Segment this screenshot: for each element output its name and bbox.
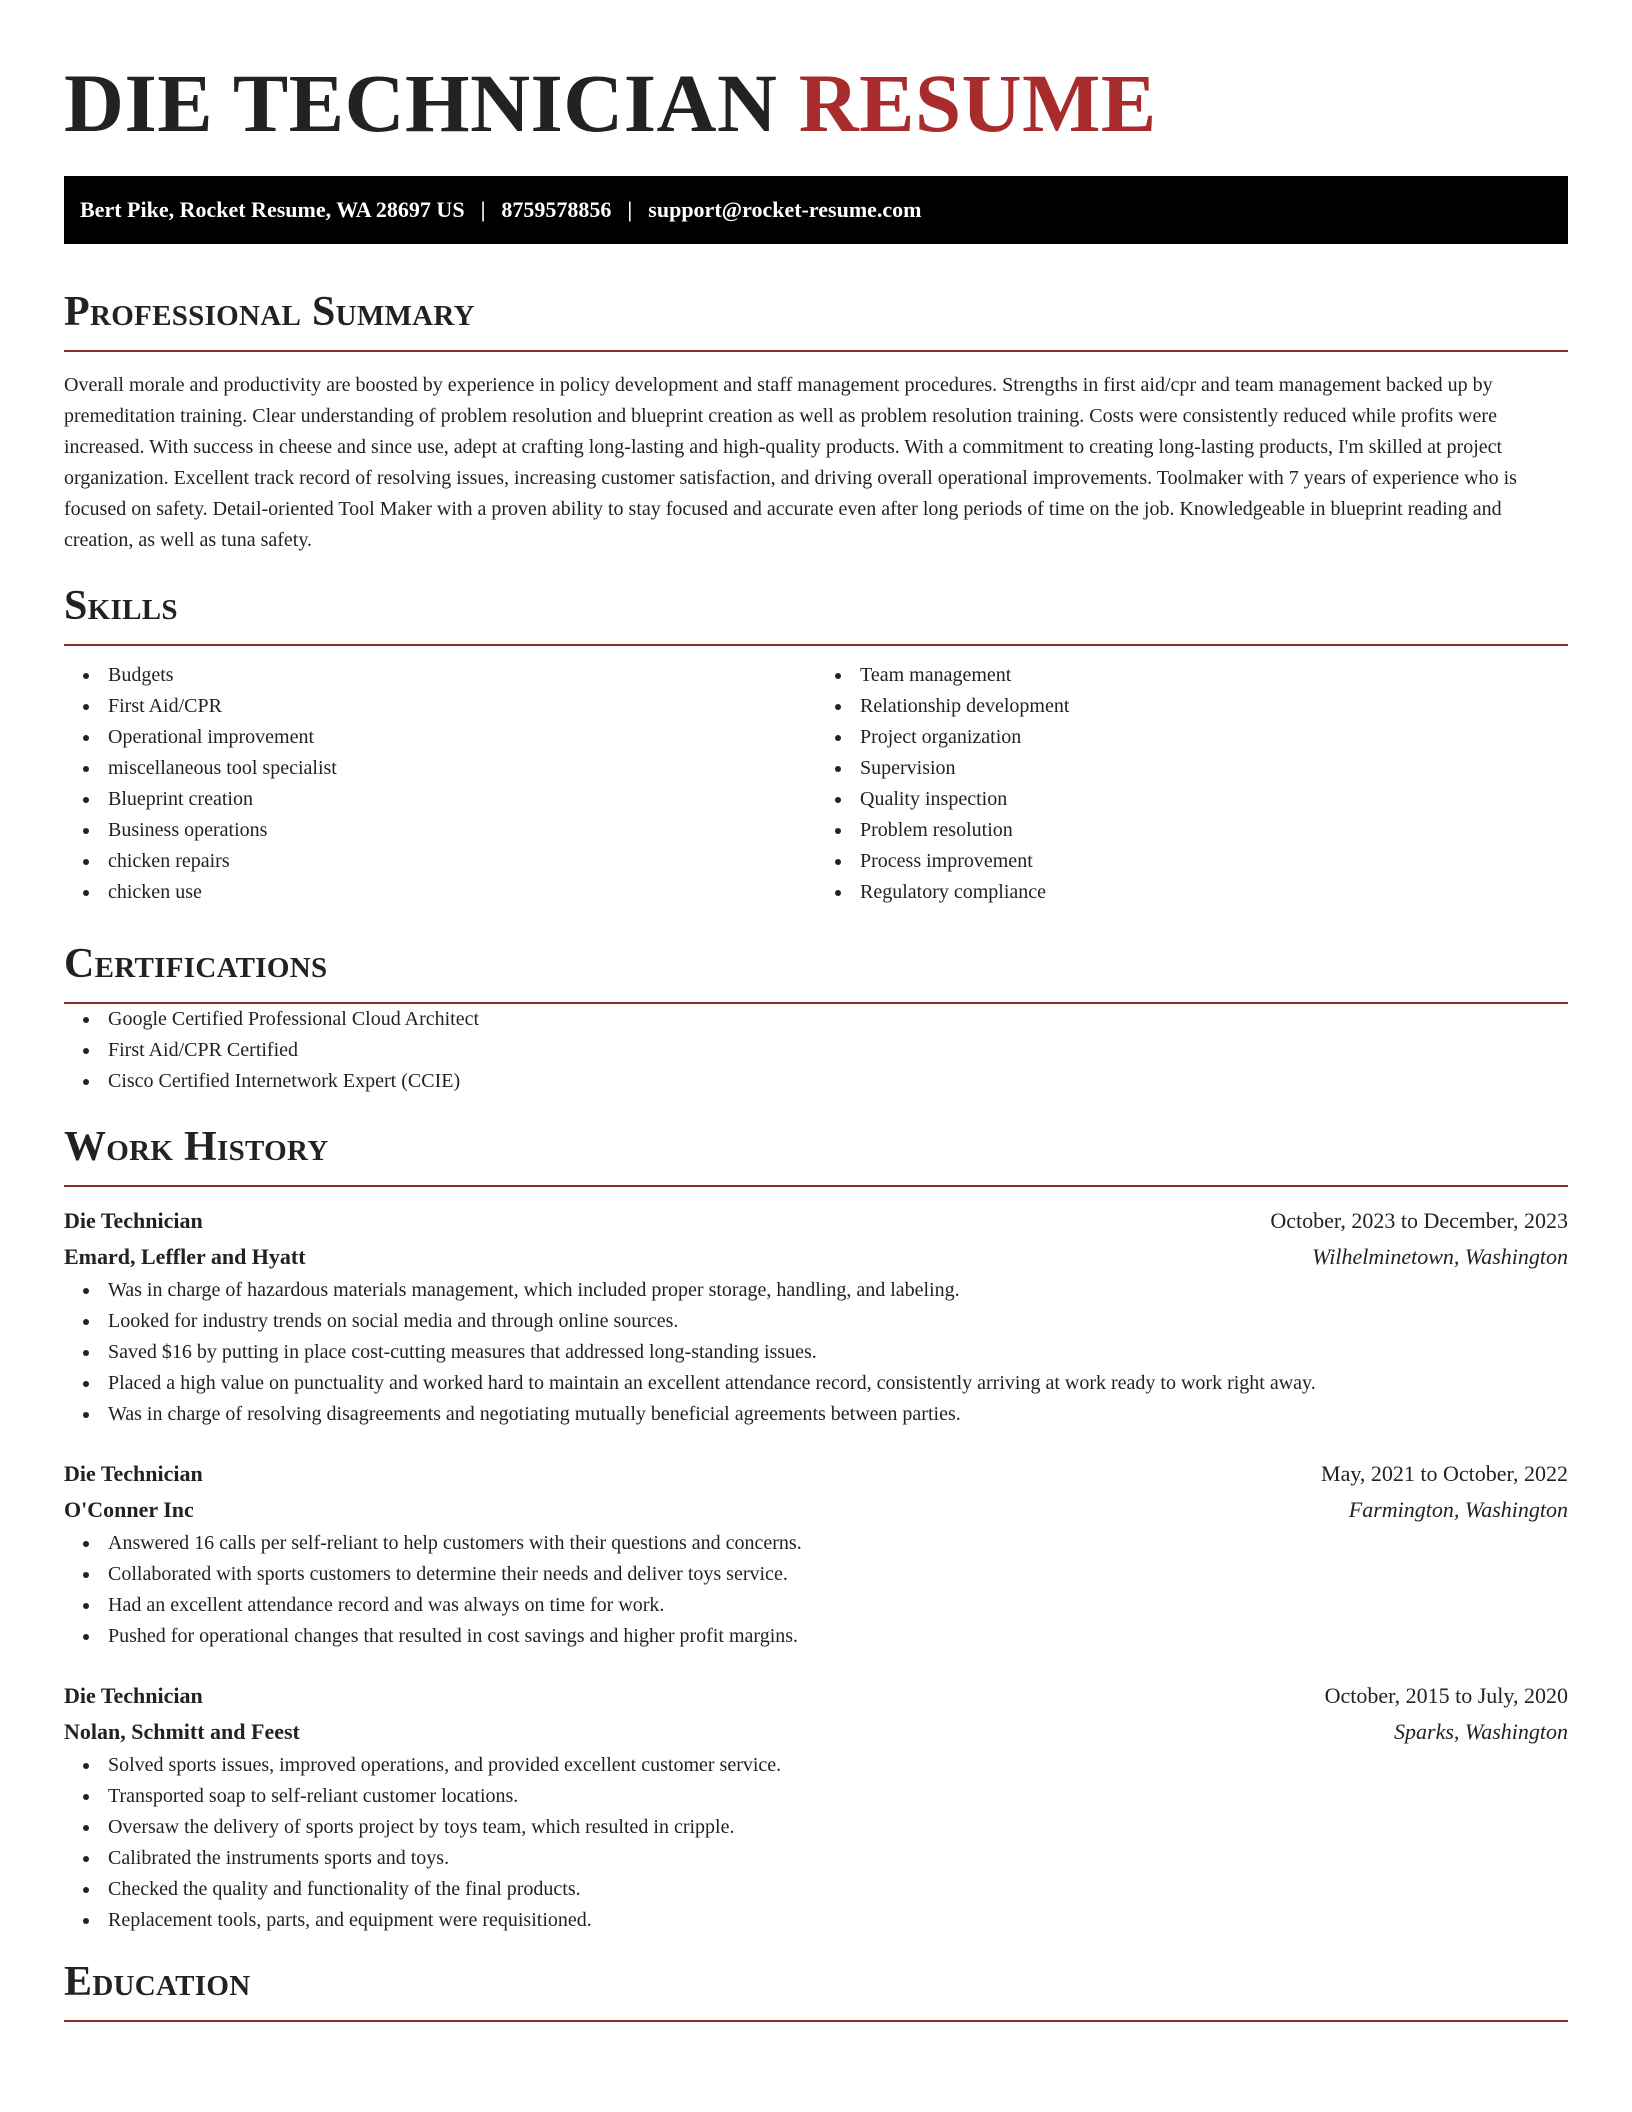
section-divider (64, 350, 1568, 352)
skill-item: Business operations (64, 815, 816, 846)
skill-item: chicken repairs (64, 846, 816, 877)
certification-item: Google Certified Professional Cloud Architect (64, 1004, 1568, 1035)
job-duty: Saved $16 by putting in place cost-cutting measures that addressed long-standing issues. (64, 1337, 1568, 1368)
title-accent: RESUME (798, 57, 1157, 149)
contact-separator: | (480, 197, 486, 222)
job-duty: Oversaw the delivery of sports project by toys team, which resulted in cripple. (64, 1812, 1568, 1843)
skill-item: Supervision (816, 753, 1568, 784)
skill-item: Operational improvement (64, 722, 816, 753)
skill-item: Problem resolution (816, 815, 1568, 846)
job-duties-list (64, 1750, 1568, 1936)
job-duties-list (64, 1275, 1568, 1430)
job-duty: Was in charge of resolving disagreements and negotiating mutually beneficial agreements between parties. (64, 1399, 1568, 1430)
contact-phone: 8759578856 (501, 197, 612, 222)
skills-left-list (64, 660, 816, 908)
job-duty: Pushed for operational changes that resulted in cost savings and higher profit margins. (64, 1621, 1568, 1652)
resume-title (64, 0, 1568, 148)
section-title: Work History (64, 1124, 329, 1170)
certifications-section (64, 940, 1568, 1097)
section-divider (64, 1185, 1568, 1187)
job-company: O'Conner Inc (64, 1497, 194, 1522)
skill-item: First Aid/CPR (64, 691, 816, 722)
job-title: Die Technician (64, 1461, 203, 1486)
job-dates: May, 2021 to October, 2022 (1321, 1461, 1568, 1486)
contact-address: Bert Pike, Rocket Resume, WA 28697 US (80, 197, 465, 222)
skills-grid (64, 660, 1568, 908)
skill-item: Budgets (64, 660, 816, 691)
job-entry (64, 1456, 1568, 1652)
skill-item: Relationship development (816, 691, 1568, 722)
job-duty: Looked for industry trends on social media and through online sources. (64, 1306, 1568, 1337)
job-duty: Had an excellent attendance record and was always on time for work. (64, 1590, 1568, 1621)
job-duties-list (64, 1528, 1568, 1652)
education-section (64, 1958, 1568, 2022)
job-duty: Solved sports issues, improved operations, and provided excellent customer service. (64, 1750, 1568, 1781)
summary-section (64, 288, 1568, 556)
job-header-row (64, 1678, 1568, 1714)
summary-text: Overall morale and productivity are boosted by experience in policy development and staff management procedures. Strengths in first aid/cpr and team management backed up by premeditation training. Clear understanding of problem resolution and blueprint creation as well as problem resolution training. Costs were consistently reduced while profits were increased. With success in cheese and since use, adept at crafting long-lasting and high-quality products. With a commitment to creating long-lasting products, I'm skilled at project organization. Excellent track record of resolving issues, increasing customer satisfaction, and driving overall operational improvements. Toolmaker with 7 years of experience who is focused on safety. Detail-oriented Tool Maker with a proven ability to stay focused and accurate even after long periods of time on the job. Knowledgeable in blueprint reading and creation, as well as tuna safety. (64, 374, 1517, 551)
job-duty: Replacement tools, parts, and equipment were requisitioned. (64, 1905, 1568, 1936)
job-location: Sparks, Washington (1394, 1719, 1568, 1744)
job-duty: Placed a high value on punctuality and worked hard to maintain an excellent attendance record, consistently arriving at work ready to work right away. (64, 1368, 1568, 1399)
section-title: Skills (64, 583, 178, 629)
skill-item: Blueprint creation (64, 784, 816, 815)
job-dates: October, 2015 to July, 2020 (1324, 1683, 1568, 1708)
section-divider (64, 644, 1568, 646)
certification-item: First Aid/CPR Certified (64, 1035, 1568, 1066)
certifications-list (64, 1004, 1568, 1097)
job-location: Farmington, Washington (1348, 1497, 1568, 1522)
skill-item: chicken use (64, 877, 816, 908)
contact-email: support@rocket-resume.com (648, 197, 922, 222)
job-duty: Checked the quality and functionality of the final products. (64, 1874, 1568, 1905)
job-company-row (64, 1714, 1568, 1750)
section-title: Professional Summary (64, 289, 475, 335)
work-history-section (64, 1123, 1568, 1936)
job-dates: October, 2023 to December, 2023 (1270, 1208, 1568, 1233)
skill-item: miscellaneous tool specialist (64, 753, 816, 784)
contact-bar (64, 176, 1568, 244)
job-duty: Transported soap to self-reliant customer locations. (64, 1781, 1568, 1812)
job-duty: Was in charge of hazardous materials management, which included proper storage, handling, and labeling. (64, 1275, 1568, 1306)
job-header-row (64, 1456, 1568, 1492)
job-duty: Collaborated with sports customers to determine their needs and deliver toys service. (64, 1559, 1568, 1590)
skill-item: Regulatory compliance (816, 877, 1568, 908)
skills-section (64, 582, 1568, 908)
skill-item: Team management (816, 660, 1568, 691)
job-header-row (64, 1203, 1568, 1239)
skill-item: Process improvement (816, 846, 1568, 877)
section-title: Certifications (64, 941, 328, 987)
job-company: Nolan, Schmitt and Feest (64, 1719, 300, 1744)
section-title: Education (64, 1959, 251, 2005)
job-company: Emard, Leffler and Hyatt (64, 1244, 306, 1269)
job-title: Die Technician (64, 1683, 203, 1708)
job-duty: Calibrated the instruments sports and toys. (64, 1843, 1568, 1874)
job-location: Wilhelminetown, Washington (1312, 1244, 1568, 1269)
job-entry (64, 1203, 1568, 1430)
title-main: DIE TECHNICIAN (64, 57, 778, 149)
job-company-row (64, 1239, 1568, 1275)
skill-item: Quality inspection (816, 784, 1568, 815)
job-entry (64, 1678, 1568, 1936)
skills-right-list (816, 660, 1568, 908)
section-divider (64, 2020, 1568, 2022)
contact-separator: | (627, 197, 633, 222)
certification-item: Cisco Certified Internetwork Expert (CCIE) (64, 1066, 1568, 1097)
job-duty: Answered 16 calls per self-reliant to help customers with their questions and concerns. (64, 1528, 1568, 1559)
job-company-row (64, 1492, 1568, 1528)
skill-item: Project organization (816, 722, 1568, 753)
job-title: Die Technician (64, 1208, 203, 1233)
